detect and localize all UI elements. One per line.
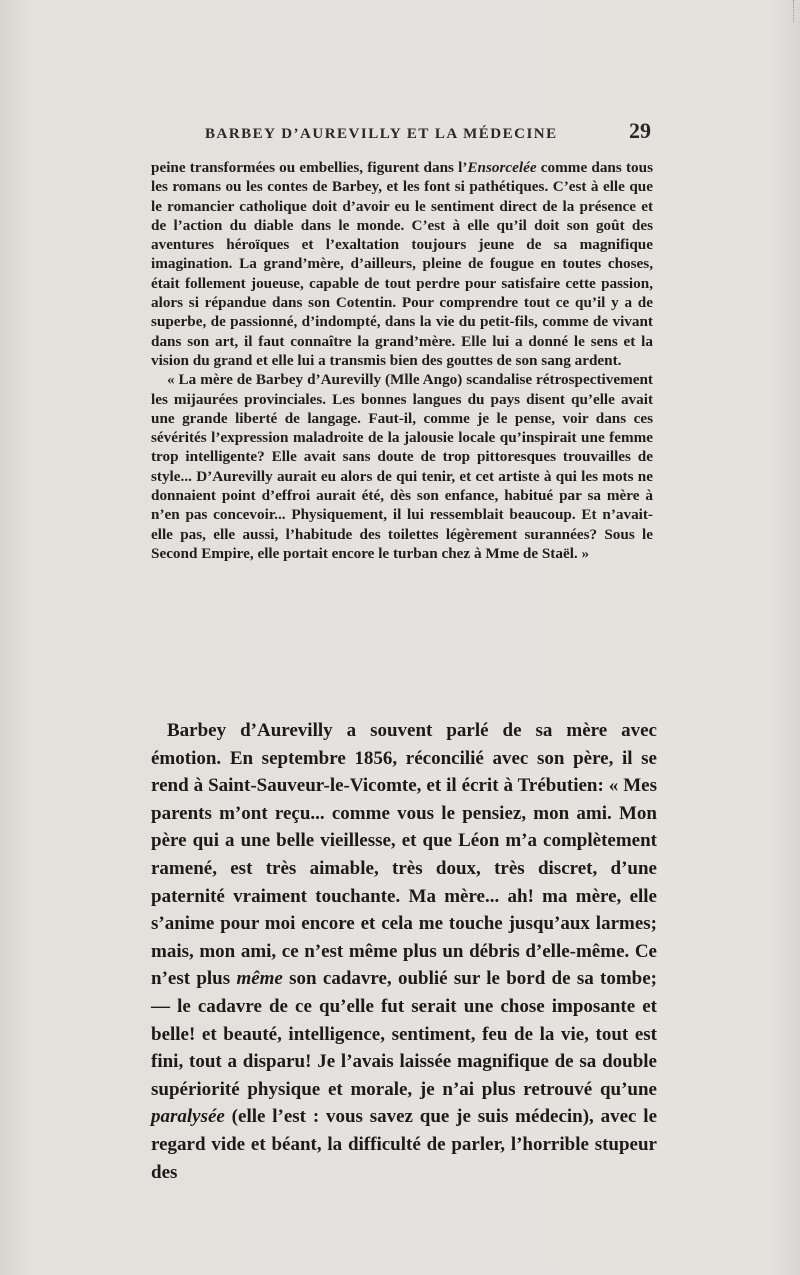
text-run: (elle l’est : vous savez que je suis médecin), avec le regard vide et béant, la difficulté de parler, l’horrible stupeur des: [151, 1106, 657, 1183]
quoted-passage: [151, 158, 653, 563]
quote-paragraph-1: [151, 158, 653, 370]
text-run: comme dans tous les romans ou les contes de Barbey, et les font si pathétiques. C’est à elle que le romancier catholique doit d’avoir eu le sentiment direct de la présence et de l’action du diable dans le monde. C’est à elle qu’il doit son goût des aventures héroïques et l’exaltation toujours jeune de sa magnifique imagination. La grand’mère, d’ailleurs, pleine de fougue en toutes choses, était follement joueuse, capable de tout perdre pour satisfaire cette passion, alors si répandue dans son Cotentin. Pour comprendre tout ce qu’il y a de superbe, de passionné, d’indompté, dans la vie du petit-fils, comme de vivant dans son art, il faut connaître la grand’mère. Elle lui a donné le sens et la vision du grand et elle lui a transmis bien des gouttes de son sang ardent.: [151, 159, 653, 369]
text-run: « La mère de Barbey d’Aurevilly (Mlle Ango) scandalise rétrospectivement les mijaurées provinciales. Les bonnes langues du pays disent qu’elle avait une grande liberté de langage. Faut-il, comme je le pense, voir dans ces sévérités l’expression maladroite de la jalousie locale qu’inspirait une femme trop intelligente? Elle avait sans doute de trop pittoresques trouvailles de style... D’Aurevilly aurait eu alors de qui tenir, et cet artiste à qui les mots ne donnaient point d’effroi aurait été, dès son enfance, habitué par sa mère à n’en pas concevoir... Physiquement, il lui ressemblait beaucoup. Et n’avait-elle pas, elle aussi, l’habitude des toilettes légèrement surannées? Sous le Second Empire, elle portait encore le turban chez à Mme de Staël. »: [151, 371, 653, 562]
main-text: [151, 717, 657, 1186]
page-number: 29: [629, 118, 651, 143]
italic-emphasis: même: [236, 968, 283, 990]
running-title: BARBEY D’AUREVILLY ET LA MÉDECINE: [205, 126, 558, 142]
text-run: Barbey d’Aurevilly a souvent parlé de sa mère avec émotion. En septembre 1856, réconcilié avec son père, il se rend à Saint-Sauveur-le-Vicomte, et il écrit à Trébutien: « Mes parents m’ont reçu... comme vous le pensiez, mon ami. Mon père qui a une belle vieillesse, et que Léon m’a complètement ramené, est très aimable, très doux, très discret, d’une paternité vraiment touchante. Ma mère... ah! ma mère, elle s’anime pour moi encore et cela me touche jusqu’aux larmes; mais, mon ami, ce n’est même plus un débris d’elle-même. Ce n’est plus: [151, 720, 657, 990]
quote-paragraph-2: [151, 370, 653, 563]
body-paragraph-1: [151, 717, 657, 1186]
running-head: [205, 118, 651, 144]
text-run: son cadavre, oublié sur le bord de sa tombe; — le cadavre de ce qu’elle fut serait une chose imposante et belle! et beauté, intelligence, sentiment, feu de la vie, tout est fini, tout a disparu! Je l’avais laissée magnifique de sa double supériorité physique et morale, je n’ai plus retrouvé qu’une: [151, 968, 657, 1100]
text-run: peine transformées ou embellies, figurent dans l’: [151, 159, 468, 176]
italic-emphasis: paralysée: [151, 1106, 225, 1128]
italic-title: Ensorcelée: [467, 159, 537, 176]
margin-mark: [789, 0, 794, 22]
